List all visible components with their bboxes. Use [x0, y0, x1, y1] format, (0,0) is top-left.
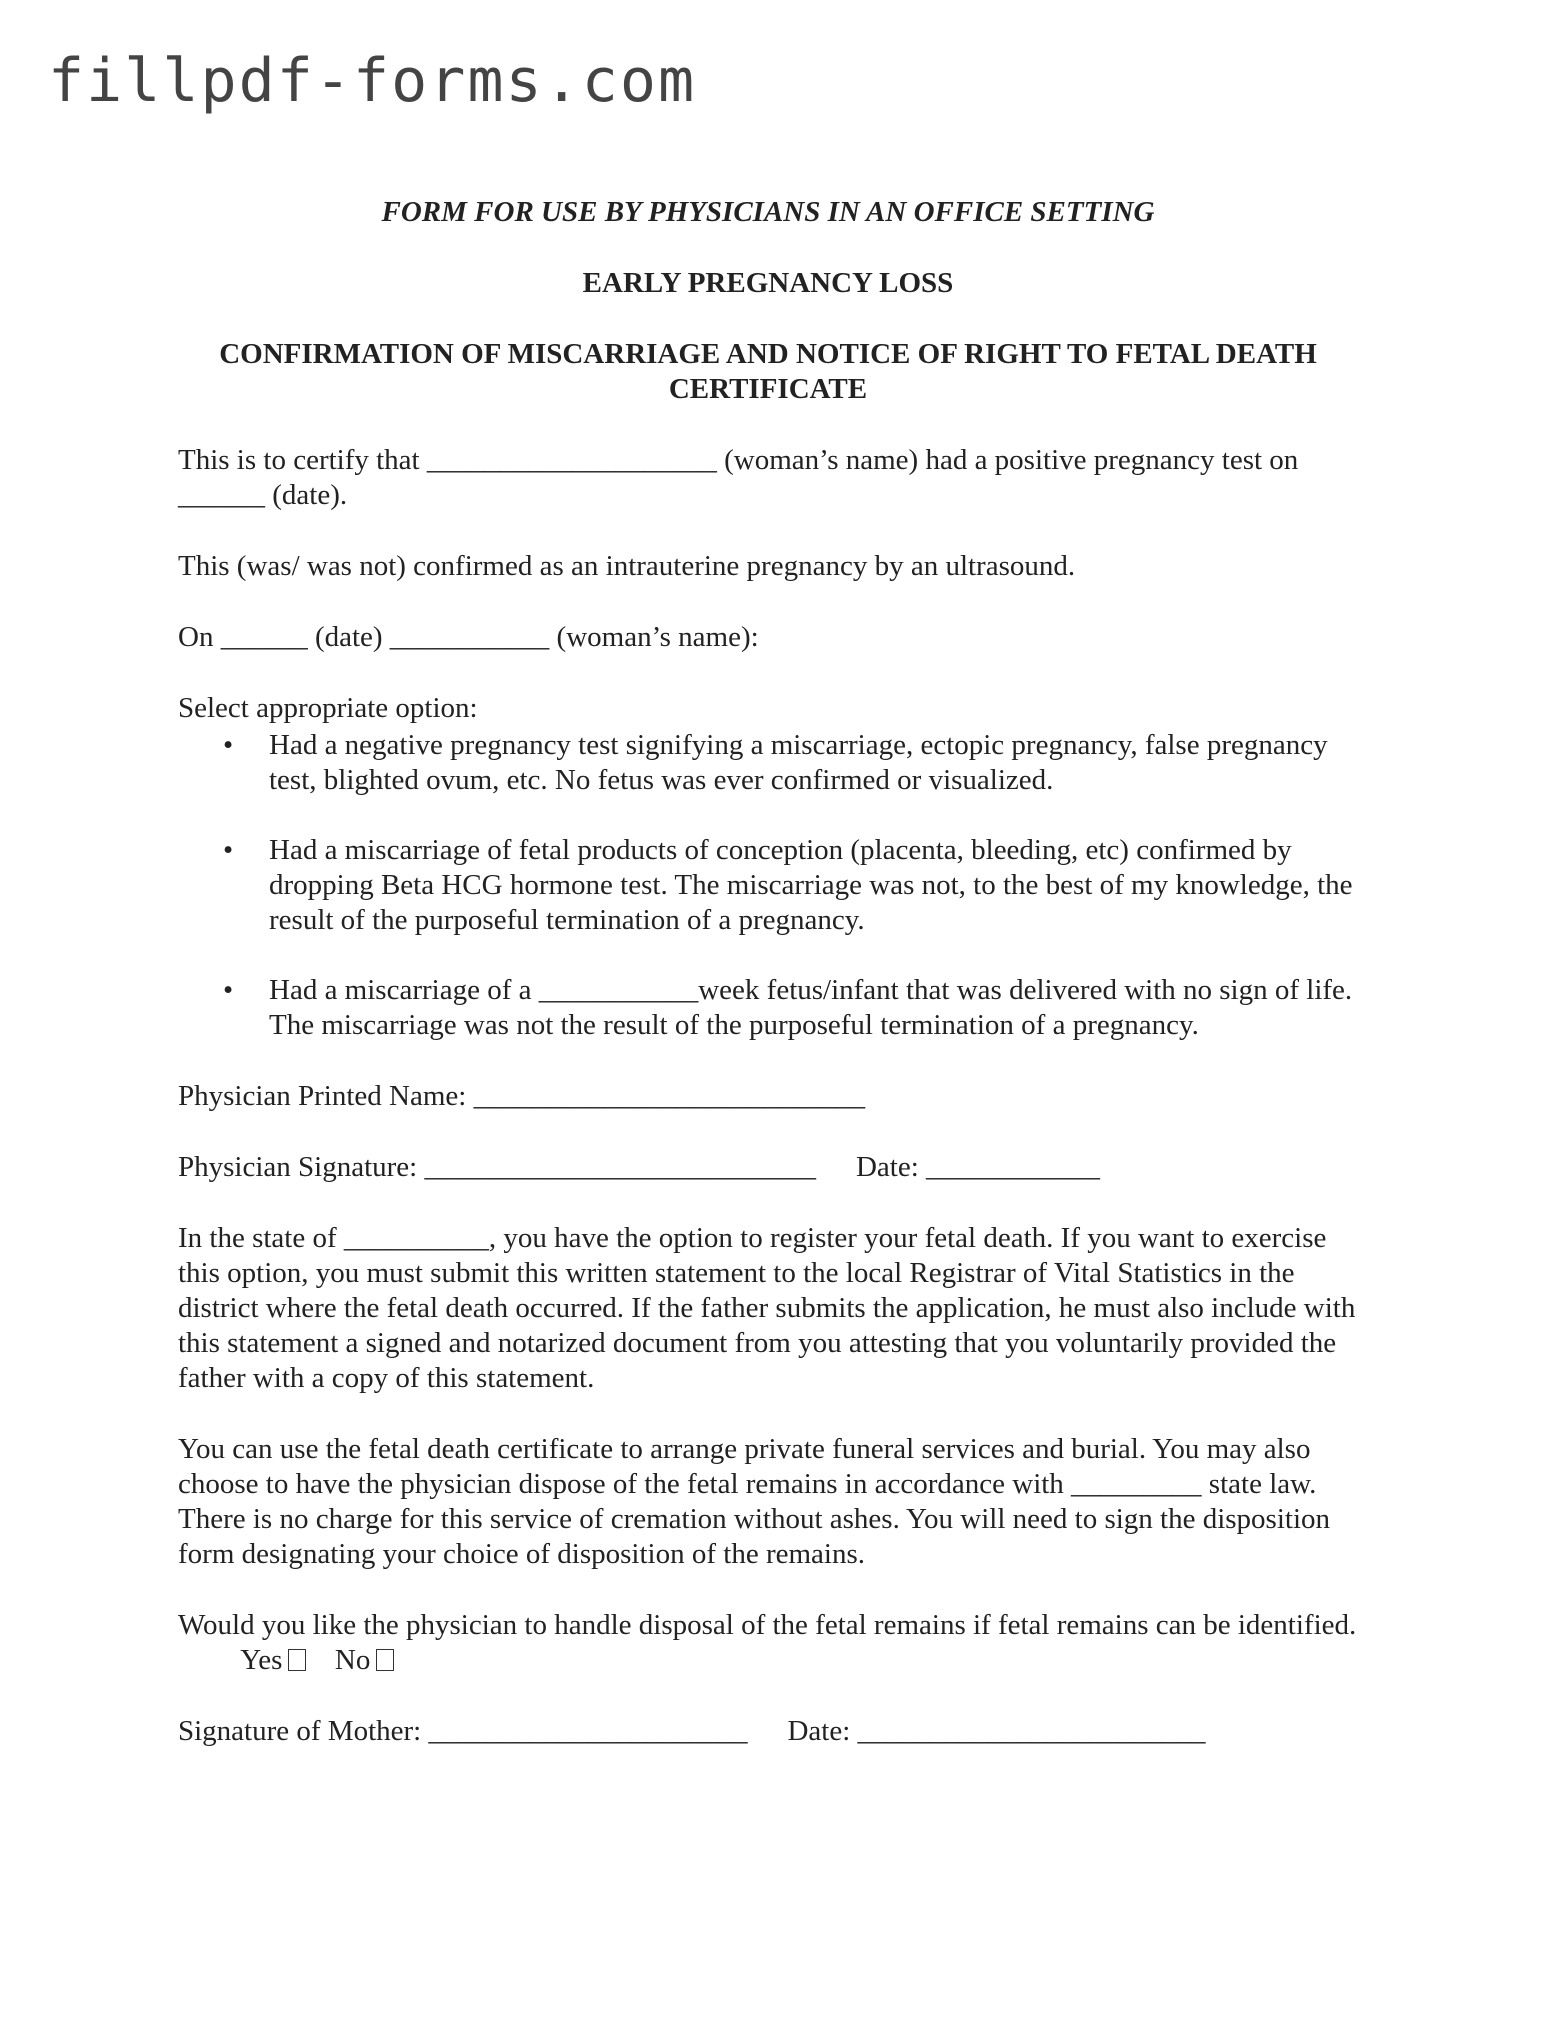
disposal-question	[178, 1608, 1358, 1678]
no-checkbox[interactable]	[376, 1649, 394, 1671]
bullet-icon: •	[223, 974, 234, 1006]
physician-date-field[interactable]: Date: ____________	[855, 1151, 1101, 1183]
yes-checkbox[interactable]	[288, 1649, 306, 1671]
bullet-icon: •	[223, 834, 234, 866]
no-label: No	[334, 1644, 371, 1676]
physician-signature-field[interactable]: Physician Signature: ___________________________	[178, 1151, 816, 1183]
form-subtitle: CONFIRMATION OF MISCARRIAGE AND NOTICE OF RIGHT TO FETAL DEATH CERTIFICATE	[219, 338, 1317, 405]
mother-signature-field[interactable]: Signature of Mother: ______________________	[178, 1715, 748, 1747]
option-item[interactable]	[178, 833, 1358, 938]
mother-date-field[interactable]: Date: ________________________	[787, 1715, 1206, 1747]
form-title: EARLY PREGNANCY LOSS	[582, 267, 954, 299]
physician-signature-row	[178, 1150, 1358, 1185]
form-page	[178, 195, 1358, 1749]
select-option-label: Select appropriate option:	[178, 692, 478, 724]
form-usage-title: FORM FOR USE BY PHYSICIANS IN AN OFFICE SETTING	[381, 196, 1155, 228]
ultrasound-statement: This (was/ was not) confirmed as an intrauterine pregnancy by an ultrasound.	[178, 550, 1076, 582]
option-text: Had a miscarriage of a ___________week fetus/infant that was delivered with no sign of life. The miscarriage was not the result of the purposeful termination of a pregnancy.	[269, 974, 1353, 1041]
on-date-statement: On ______ (date) ___________ (woman’s name):	[178, 621, 759, 653]
option-item[interactable]	[178, 728, 1358, 798]
watermark: fillpdf-forms.com	[48, 46, 697, 116]
options-list	[178, 728, 1358, 1043]
state-registration-paragraph: In the state of __________, you have the option to register your fetal death. If you want to exercise this option, you must submit this written statement to the local Registrar of Vital Statistics in the district where the fetal death occurred. If the father submits the application, he must also include with this statement a signed and notarized document from you attesting that you voluntarily provided the father with a copy of this statement.	[178, 1222, 1356, 1394]
certify-statement: This is to certify that ____________________ (woman’s name) had a positive pregnancy test on ______ (date).	[178, 444, 1299, 511]
option-text: Had a miscarriage of fetal products of conception (placenta, bleeding, etc) confirmed by dropping Beta HCG hormone test. The miscarriage was not, to the best of my knowledge, the result of the purposeful termination of a pregnancy.	[269, 834, 1353, 936]
option-text: Had a negative pregnancy test signifying a miscarriage, ectopic pregnancy, false pregnancy test, blighted ovum, etc. No fetus was ever confirmed or visualized.	[269, 729, 1328, 796]
bullet-icon: •	[223, 729, 234, 761]
mother-signature-row	[178, 1714, 1358, 1749]
certificate-use-paragraph: You can use the fetal death certificate to arrange private funeral services and burial. You may also choose to have the physician dispose of the fetal remains in accordance with _________ state law. There is no charge for this service of cremation without ashes. You will need to sign the disposition form designating your choice of disposition of the remains.	[178, 1433, 1331, 1570]
disposal-question-text: Would you like the physician to handle disposal of the fetal remains if fetal remains can be identified.	[178, 1609, 1357, 1641]
yes-label: Yes	[240, 1644, 283, 1676]
option-item[interactable]	[178, 973, 1358, 1043]
physician-name-field[interactable]: Physician Printed Name: ___________________________	[178, 1080, 866, 1112]
